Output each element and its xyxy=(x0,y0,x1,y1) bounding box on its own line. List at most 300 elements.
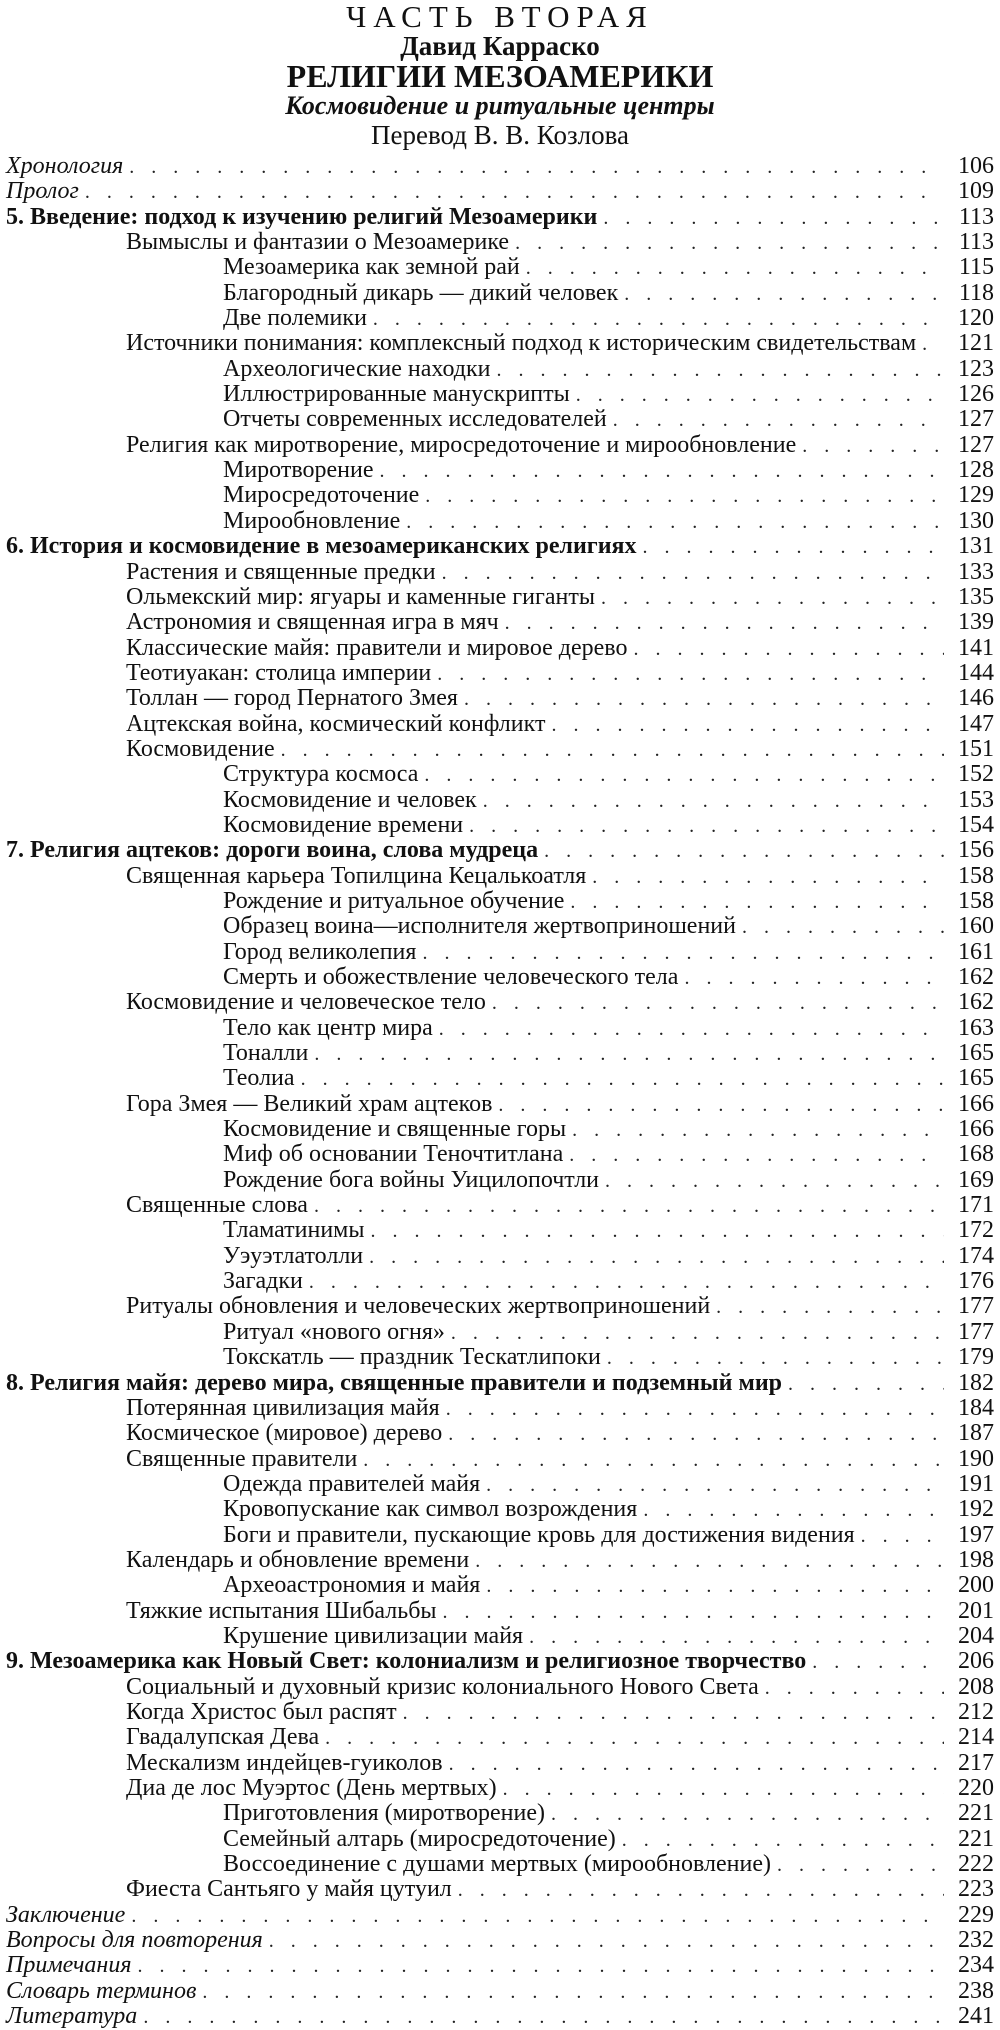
toc-entry-page: 179 xyxy=(958,1344,994,1371)
dot-leader xyxy=(643,1498,944,1523)
toc-entry-title: Одежда правителей майя xyxy=(223,1470,481,1497)
toc-entry-title: Город великолепия xyxy=(223,938,417,965)
toc-entry xyxy=(6,357,994,382)
toc-entry xyxy=(6,1168,994,1193)
toc-entry xyxy=(6,864,994,889)
toc-entry xyxy=(6,382,994,407)
dot-leader xyxy=(425,484,944,509)
dot-leader xyxy=(592,865,944,890)
dot-leader xyxy=(503,1777,944,1802)
toc-entry-title: Ольмекский мир: ягуары и каменные гиганты xyxy=(126,583,595,610)
toc-entry-title: Гвадалупская Дева xyxy=(126,1724,320,1751)
toc-entry-page: 129 xyxy=(958,482,994,509)
dot-leader xyxy=(742,915,944,940)
toc-entry-page: 152 xyxy=(958,761,994,788)
toc-entry xyxy=(6,1877,994,1902)
dot-leader xyxy=(129,155,944,180)
toc-entry-title: Примечания xyxy=(6,1952,132,1979)
dot-leader xyxy=(486,1473,944,1498)
dot-leader xyxy=(605,1169,944,1194)
toc-entry-page: 130 xyxy=(958,507,994,534)
toc-entry-page: 221 xyxy=(958,1825,994,1852)
toc-entry-title: Тяжкие испытания Шибальбы xyxy=(126,1597,437,1624)
dot-leader xyxy=(576,383,944,408)
toc-entry xyxy=(6,433,994,458)
dot-leader xyxy=(448,1422,944,1447)
toc-entry-page: 135 xyxy=(958,583,994,610)
toc-entry xyxy=(6,179,994,204)
toc-entry xyxy=(6,1852,994,1877)
toc-entry-title: 6. История и космовидение в мезоамериканских религиях xyxy=(6,533,637,560)
dot-leader xyxy=(515,231,944,256)
toc-entry-title: Приготовления (миротворение) xyxy=(223,1800,545,1827)
dot-leader xyxy=(622,1828,944,1853)
toc-entry-page: 109 xyxy=(958,178,994,205)
toc-entry xyxy=(6,1016,994,1041)
dot-leader xyxy=(570,890,944,915)
toc-entry-page: 222 xyxy=(958,1851,994,1878)
toc-entry-page: 113 xyxy=(958,203,994,230)
dot-leader xyxy=(624,282,944,307)
toc-entry-title: Словарь терминов xyxy=(6,1977,197,2004)
dot-leader xyxy=(269,1929,944,1954)
dot-leader xyxy=(812,1650,944,1675)
dot-leader xyxy=(572,1118,944,1143)
toc-entry-page: 106 xyxy=(958,153,994,179)
toc-entry-title: Космовидение и священные горы xyxy=(223,1116,567,1143)
toc-entry-page: 123 xyxy=(958,355,994,382)
toc-entry xyxy=(6,1751,994,1776)
toc-entry-title: Ацтекская война, космический конфликт xyxy=(126,710,546,737)
dot-leader xyxy=(486,1574,944,1599)
toc-entry xyxy=(6,1396,994,1421)
toc-entry-title: 5. Введение: подход к изучению религий Мезоамерики xyxy=(6,203,598,230)
toc-entry-title: Загадки xyxy=(223,1268,303,1295)
toc-entry-page: 151 xyxy=(958,735,994,762)
dot-leader xyxy=(788,1372,944,1397)
toc-entry xyxy=(6,1827,994,1852)
toc-entry xyxy=(6,1142,994,1167)
toc-entry xyxy=(6,940,994,965)
dot-leader xyxy=(143,2005,944,2030)
toc-entry-page: 115 xyxy=(958,254,994,281)
toc-entry xyxy=(6,1649,994,1674)
toc-entry-title: Религия как миротворение, миросредоточение и мирообновление xyxy=(126,431,797,458)
toc-entry-page: 187 xyxy=(958,1420,994,1447)
toc-entry-page: 139 xyxy=(958,609,994,636)
dot-leader xyxy=(777,1853,944,1878)
toc-entry-page: 118 xyxy=(958,279,994,306)
toc-entry-title: Крушение цивилизации майя xyxy=(223,1622,524,1649)
toc-entry-page: 166 xyxy=(958,1116,994,1143)
toc-entry-title: Мескализм индейцев-гуиколов xyxy=(126,1749,443,1776)
toc-header xyxy=(0,2,1000,150)
toc-entry-title: Миротворение xyxy=(223,457,374,484)
toc-entry-title: Уэуэтлатолли xyxy=(223,1242,364,1269)
toc-entry-title: Тоналли xyxy=(223,1040,309,1067)
dot-leader xyxy=(464,687,944,712)
toc-entry-title: Гора Змея — Великий храм ацтеков xyxy=(126,1090,493,1117)
dot-leader xyxy=(449,1752,944,1777)
toc-entry xyxy=(6,281,994,306)
toc-entry-page: 165 xyxy=(958,1040,994,1067)
dot-leader xyxy=(85,180,944,205)
toc-entry xyxy=(6,889,994,914)
toc-entry xyxy=(6,1421,994,1446)
toc-entry xyxy=(6,1066,994,1091)
toc-entry-title: Социальный и духовный кризис колониального Нового Света xyxy=(126,1673,759,1700)
dot-leader xyxy=(138,1954,945,1979)
toc-entry xyxy=(6,154,994,179)
toc-entry-page: 191 xyxy=(958,1470,994,1497)
dot-leader xyxy=(403,1701,944,1726)
toc-entry-title: Астрономия и священная игра в мяч xyxy=(126,609,499,636)
dot-leader xyxy=(505,611,944,636)
dot-leader xyxy=(551,713,944,738)
toc-entry-page: 131 xyxy=(958,533,994,560)
toc-entry-page: 113 xyxy=(958,229,994,256)
toc-entry xyxy=(6,965,994,990)
dot-leader xyxy=(424,763,944,788)
dot-leader xyxy=(442,561,944,586)
toc-entry xyxy=(6,1218,994,1243)
dot-leader xyxy=(603,206,944,231)
toc-entry xyxy=(6,1447,994,1472)
dot-leader xyxy=(443,1600,944,1625)
toc-entry-title: Растения и священные предки xyxy=(126,558,436,585)
dot-leader xyxy=(526,256,944,281)
toc-entry xyxy=(6,1041,994,1066)
dot-leader xyxy=(458,1878,944,1903)
toc-entry-title: Теолиа xyxy=(223,1065,295,1092)
toc-entry xyxy=(6,560,994,585)
toc-entry-title: Космическое (мировое) дерево xyxy=(126,1420,443,1447)
dot-leader xyxy=(716,1295,944,1320)
toc-entry xyxy=(6,661,994,686)
toc-entry xyxy=(6,1320,994,1345)
toc-entry-page: 162 xyxy=(958,964,994,990)
toc-entry-page: 208 xyxy=(958,1673,994,1700)
toc-entry-title: 9. Мезоамерика как Новый Свет: колониализм и религиозное творчество xyxy=(6,1648,807,1675)
toc-entry-page: 206 xyxy=(958,1648,994,1675)
dot-leader xyxy=(309,1270,944,1295)
toc-entry-page: 238 xyxy=(958,1977,994,2004)
toc-entry xyxy=(6,838,994,863)
dot-leader xyxy=(475,1549,944,1574)
dot-leader xyxy=(301,1067,944,1092)
toc-entry-page: 169 xyxy=(958,1166,994,1193)
dot-leader xyxy=(544,839,944,864)
toc-entry xyxy=(6,813,994,838)
dot-leader xyxy=(765,1676,944,1701)
toc-entry-page: 223 xyxy=(958,1876,994,1903)
toc-entry xyxy=(6,1725,994,1750)
toc-entry-page: 158 xyxy=(958,862,994,889)
toc-entry-page: 234 xyxy=(958,1952,994,1979)
toc-entry-page: 120 xyxy=(958,305,994,332)
toc-entry xyxy=(6,1573,994,1598)
toc-entry-title: Литература xyxy=(6,2003,138,2030)
toc-entry xyxy=(6,255,994,280)
toc-entry xyxy=(6,1472,994,1497)
dot-leader xyxy=(633,637,944,662)
toc-entry xyxy=(6,1928,994,1953)
toc-entry-page: 126 xyxy=(958,381,994,408)
toc-entry xyxy=(6,712,994,737)
toc-entry-page: 158 xyxy=(958,887,994,914)
toc-entry-page: 212 xyxy=(958,1698,994,1725)
toc-entry xyxy=(6,331,994,356)
dot-leader xyxy=(369,1245,944,1270)
toc-entry xyxy=(6,1269,994,1294)
toc-entry-title: Две полемики xyxy=(223,305,367,332)
dot-leader xyxy=(802,434,944,459)
toc-entry xyxy=(6,1523,994,1548)
toc-entry-page: 163 xyxy=(958,1014,994,1041)
toc-entry-page: 168 xyxy=(958,1141,994,1168)
toc-entry xyxy=(6,737,994,762)
toc-entry-page: 204 xyxy=(958,1622,994,1649)
dot-leader xyxy=(684,966,944,991)
toc-entry-title: Миф об основании Теночтитлана xyxy=(223,1141,564,1168)
dot-leader xyxy=(643,535,944,560)
toc-entry-page: 133 xyxy=(958,558,994,585)
toc-entry xyxy=(6,458,994,483)
dot-leader xyxy=(861,1524,944,1549)
toc-entry-title: Космовидение времени xyxy=(223,811,464,838)
toc-entry xyxy=(6,788,994,813)
toc-entry-title: Календарь и обновление времени xyxy=(126,1546,470,1573)
dot-leader xyxy=(613,408,944,433)
toc-entry-page: 232 xyxy=(958,1927,994,1954)
toc-entry-title: Мезоамерика как земной рай xyxy=(223,254,520,281)
toc-entry-page: 161 xyxy=(958,938,994,965)
dot-leader xyxy=(446,1397,944,1422)
toc-entry-title: Тело как центр мира xyxy=(223,1014,433,1041)
toc-entry xyxy=(6,762,994,787)
dot-leader xyxy=(314,1194,944,1219)
dot-leader xyxy=(451,1321,944,1346)
toc-entry-title: Священные правители xyxy=(126,1445,358,1472)
toc-entry-title: Смерть и обожествление человеческого тела xyxy=(223,964,679,990)
toc-entry-page: 141 xyxy=(958,634,994,661)
dot-leader xyxy=(363,1448,944,1473)
toc-entry-page: 144 xyxy=(958,659,994,686)
toc-entry-title: Ритуал «нового огня» xyxy=(223,1318,445,1345)
toc-entry xyxy=(6,1801,994,1826)
toc-entry-title: Когда Христос был распят xyxy=(126,1698,397,1725)
toc-entry xyxy=(6,1700,994,1725)
toc-entry-title: Археологические находки xyxy=(223,355,491,382)
toc-entry-page: 200 xyxy=(958,1572,994,1599)
toc-entry-page: 229 xyxy=(958,1901,994,1928)
toc-entry-page: 214 xyxy=(958,1724,994,1751)
toc-entry-title: Диа де лос Муэртос (День мертвых) xyxy=(126,1775,497,1801)
toc-entry-page: 160 xyxy=(958,913,994,940)
toc-entry xyxy=(6,990,994,1015)
dot-leader xyxy=(380,459,944,484)
toc-entry-title: 7. Религия ацтеков: дороги воина, слова мудреца xyxy=(6,837,539,864)
toc-entry-title: Отчеты современных исследователей xyxy=(223,406,607,433)
toc-entry-page: 128 xyxy=(958,457,994,484)
toc-entry xyxy=(6,686,994,711)
toc-entry xyxy=(6,483,994,508)
dot-leader xyxy=(314,1042,944,1067)
toc-entry-page: 154 xyxy=(958,811,994,838)
toc-entry-title: Иллюстрированные манускрипты xyxy=(223,381,570,408)
toc-entry-page: 127 xyxy=(958,431,994,458)
toc-entry xyxy=(6,636,994,661)
dot-leader xyxy=(483,789,944,814)
author-name: Давид Карраско xyxy=(400,31,600,61)
toc-entry-title: Космовидение и человеческое тело xyxy=(126,989,486,1016)
dot-leader xyxy=(422,941,944,966)
toc-entry-title: Семейный алтарь (миросредоточение) xyxy=(223,1825,616,1852)
translator-credit: Перевод В. В. Козлова xyxy=(371,120,629,150)
toc-entry-title: Ритуалы обновления и человеческих жертвоприношений xyxy=(126,1293,711,1320)
toc-entry-title: Мирообновление xyxy=(223,507,401,534)
toc-entry-title: Археоастрономия и майя xyxy=(223,1572,481,1599)
toc-entry xyxy=(6,1953,994,1978)
toc-entry xyxy=(6,509,994,534)
toc-entry xyxy=(6,534,994,559)
toc-entry xyxy=(6,1903,994,1928)
toc-entry xyxy=(6,306,994,331)
toc-entry xyxy=(6,1244,994,1269)
dot-leader xyxy=(922,332,944,357)
toc-entry xyxy=(6,407,994,432)
toc-entry-title: 8. Религия майя: дерево мира, священные правители и подземный мир xyxy=(6,1369,783,1396)
dot-leader xyxy=(469,814,944,839)
dot-leader xyxy=(131,1904,944,1929)
toc-entry-page: 171 xyxy=(958,1192,994,1219)
toc-entry-page: 127 xyxy=(958,406,994,433)
toc-entry-title: Токскатль — праздник Тескатлипоки xyxy=(223,1344,601,1371)
dot-leader xyxy=(551,1802,944,1827)
toc-entry-title: Священная карьера Топилцина Кецалькоатля xyxy=(126,862,587,889)
toc-entry xyxy=(6,1294,994,1319)
toc-entry-page: 153 xyxy=(958,786,994,813)
toc-entry xyxy=(6,1092,994,1117)
dot-leader xyxy=(202,1980,944,2005)
toc-entry-page: 190 xyxy=(958,1445,994,1472)
toc-entry xyxy=(6,230,994,255)
toc-entry-title: Теотиуакан: столица империи xyxy=(126,659,432,686)
toc-entry xyxy=(6,1193,994,1218)
toc-entry-page: 176 xyxy=(958,1268,994,1295)
dot-leader xyxy=(607,1346,944,1371)
table-of-contents xyxy=(6,154,994,2029)
toc-entry-title: Пролог xyxy=(6,178,79,205)
dot-leader xyxy=(529,1625,944,1650)
dot-leader xyxy=(439,1017,944,1042)
toc-entry-page: 165 xyxy=(958,1065,994,1092)
toc-entry-title: Тламатинимы xyxy=(223,1217,365,1244)
toc-entry-title: Классические майя: правители и мировое дерево xyxy=(126,634,628,661)
dot-leader xyxy=(492,991,944,1016)
toc-entry-title: Космовидение xyxy=(126,735,275,762)
toc-entry xyxy=(6,2004,994,2029)
toc-entry-title: Источники понимания: комплексный подход к историческим свидетельствам xyxy=(126,330,917,357)
toc-entry-title: Хронология xyxy=(6,153,124,179)
toc-entry-title: Вымыслы и фантазии о Мезоамерике xyxy=(126,229,510,256)
toc-entry-page: 162 xyxy=(958,989,994,1016)
toc-entry-title: Заключение xyxy=(6,1901,126,1928)
toc-entry-page: 217 xyxy=(958,1749,994,1776)
toc-entry-page: 147 xyxy=(958,710,994,737)
toc-entry-page: 146 xyxy=(958,685,994,712)
toc-entry-title: Боги и правители, пускающие кровь для достижения видения xyxy=(223,1521,855,1548)
toc-entry xyxy=(6,1979,994,2004)
toc-entry-title: Благородный дикарь — дикий человек xyxy=(223,279,619,306)
toc-entry-page: 121 xyxy=(958,330,994,357)
toc-entry-title: Образец воина—исполнителя жертвоприношений xyxy=(223,913,736,940)
toc-entry xyxy=(6,1599,994,1624)
dot-leader xyxy=(496,358,944,383)
dot-leader xyxy=(325,1726,944,1751)
toc-entry-title: Космовидение и человек xyxy=(223,786,477,813)
toc-entry-page: 182 xyxy=(958,1369,994,1396)
toc-entry-page: 177 xyxy=(958,1293,994,1320)
toc-entry xyxy=(6,585,994,610)
toc-entry-title: Вопросы для повторения xyxy=(6,1927,263,1954)
dot-leader xyxy=(406,510,944,535)
dot-leader xyxy=(569,1143,944,1168)
toc-entry xyxy=(6,1548,994,1573)
toc-entry-title: Рождение и ритуальное обучение xyxy=(223,887,565,914)
toc-entry-title: Воссоединение с душами мертвых (мирообновление) xyxy=(223,1851,771,1878)
book-title: РЕЛИГИИ МЕЗОАМЕРИКИ xyxy=(286,58,714,94)
toc-entry xyxy=(6,610,994,635)
toc-entry-title: Толлан — город Пернатого Змея xyxy=(126,685,458,712)
part-heading: ЧАСТЬ ВТОРАЯ xyxy=(346,0,654,34)
toc-entry xyxy=(6,1117,994,1142)
toc-entry xyxy=(6,1371,994,1396)
toc-entry xyxy=(6,1776,994,1801)
toc-entry-title: Священные слова xyxy=(126,1192,308,1219)
toc-entry-page: 192 xyxy=(958,1496,994,1523)
toc-entry xyxy=(6,1497,994,1522)
dot-leader xyxy=(601,586,944,611)
toc-entry xyxy=(6,1675,994,1700)
toc-entry-page: 184 xyxy=(958,1394,994,1421)
toc-entry-title: Структура космоса xyxy=(223,761,419,788)
toc-entry-page: 220 xyxy=(958,1775,994,1801)
toc-entry-title: Рождение бога войны Уицилопочтли xyxy=(223,1166,600,1193)
toc-entry-page: 172 xyxy=(958,1217,994,1244)
toc-entry xyxy=(6,205,994,230)
dot-leader xyxy=(373,307,944,332)
toc-entry-page: 221 xyxy=(958,1800,994,1827)
toc-entry-title: Потерянная цивилизация майя xyxy=(126,1394,440,1421)
dot-leader xyxy=(370,1219,944,1244)
toc-entry-page: 241 xyxy=(958,2003,994,2030)
dot-leader xyxy=(281,738,944,763)
toc-entry-page: 201 xyxy=(958,1597,994,1624)
toc-entry-page: 198 xyxy=(958,1546,994,1573)
toc-entry-title: Фиеста Сантьяго у майя цутуил xyxy=(126,1876,452,1903)
toc-entry xyxy=(6,914,994,939)
dot-leader xyxy=(498,1093,944,1118)
dot-leader xyxy=(437,662,944,687)
toc-entry-page: 177 xyxy=(958,1318,994,1345)
toc-entry-page: 156 xyxy=(958,837,994,864)
toc-entry-page: 197 xyxy=(958,1521,994,1548)
toc-entry-title: Кровопускание как символ возрождения xyxy=(223,1496,638,1523)
toc-entry xyxy=(6,1345,994,1370)
book-subtitle: Космовидение и ритуальные центры xyxy=(285,91,715,120)
toc-entry-page: 166 xyxy=(958,1090,994,1117)
